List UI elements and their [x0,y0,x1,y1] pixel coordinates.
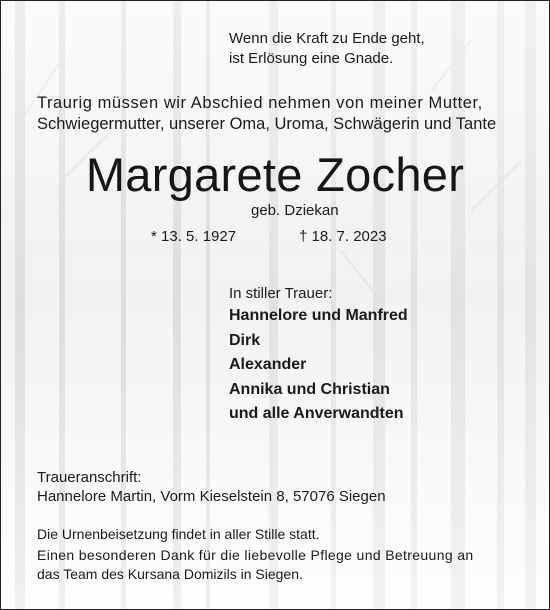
mourner-item: Dirk [229,331,261,349]
intro-text [37,93,496,135]
thanks-line-2: das Team des Kursana Domizils in Siegen. [37,566,303,582]
mourners-label: In stiller Trauer: [229,285,333,302]
deceased-name: Margarete Zocher [85,148,465,201]
birth-name: geb. Dziekan [251,202,339,219]
motto-line-2: ist Erlösung eine Gnade. [229,50,394,67]
thanks-note [37,546,473,584]
motto-quote [229,29,425,69]
address-line: Hannelore Martin, Vorm Kieselstein 8, 57076 Siegen [37,488,386,505]
death-date: † 18. 7. 2023 [299,228,387,245]
address-label: Traueranschrift: [37,469,142,486]
mourner-item: Hannelore und Manfred [229,307,408,324]
mourner-item: Alexander [229,356,307,374]
thanks-line-1: Einen besonderen Dank für die liebevolle Pflege und Betreuung an [37,547,474,563]
mourner-item: und alle Anverwandten [229,405,404,423]
motto-line-1: Wenn die Kraft zu Ende geht, [229,30,425,47]
mourners-list [229,304,408,427]
urn-burial-note: Die Urnenbeisetzung findet in aller Stille statt. [37,526,320,542]
intro-line-1: Traurig müssen wir Abschied nehmen von meiner Mutter, [37,94,483,112]
birth-date: * 13. 5. 1927 [151,228,237,245]
intro-line-2: Schwiegermutter, unserer Oma, Uroma, Schwägerin und Tante [37,115,497,133]
mourner-item: Annika und Christian [229,380,390,398]
notice-content [1,1,549,609]
